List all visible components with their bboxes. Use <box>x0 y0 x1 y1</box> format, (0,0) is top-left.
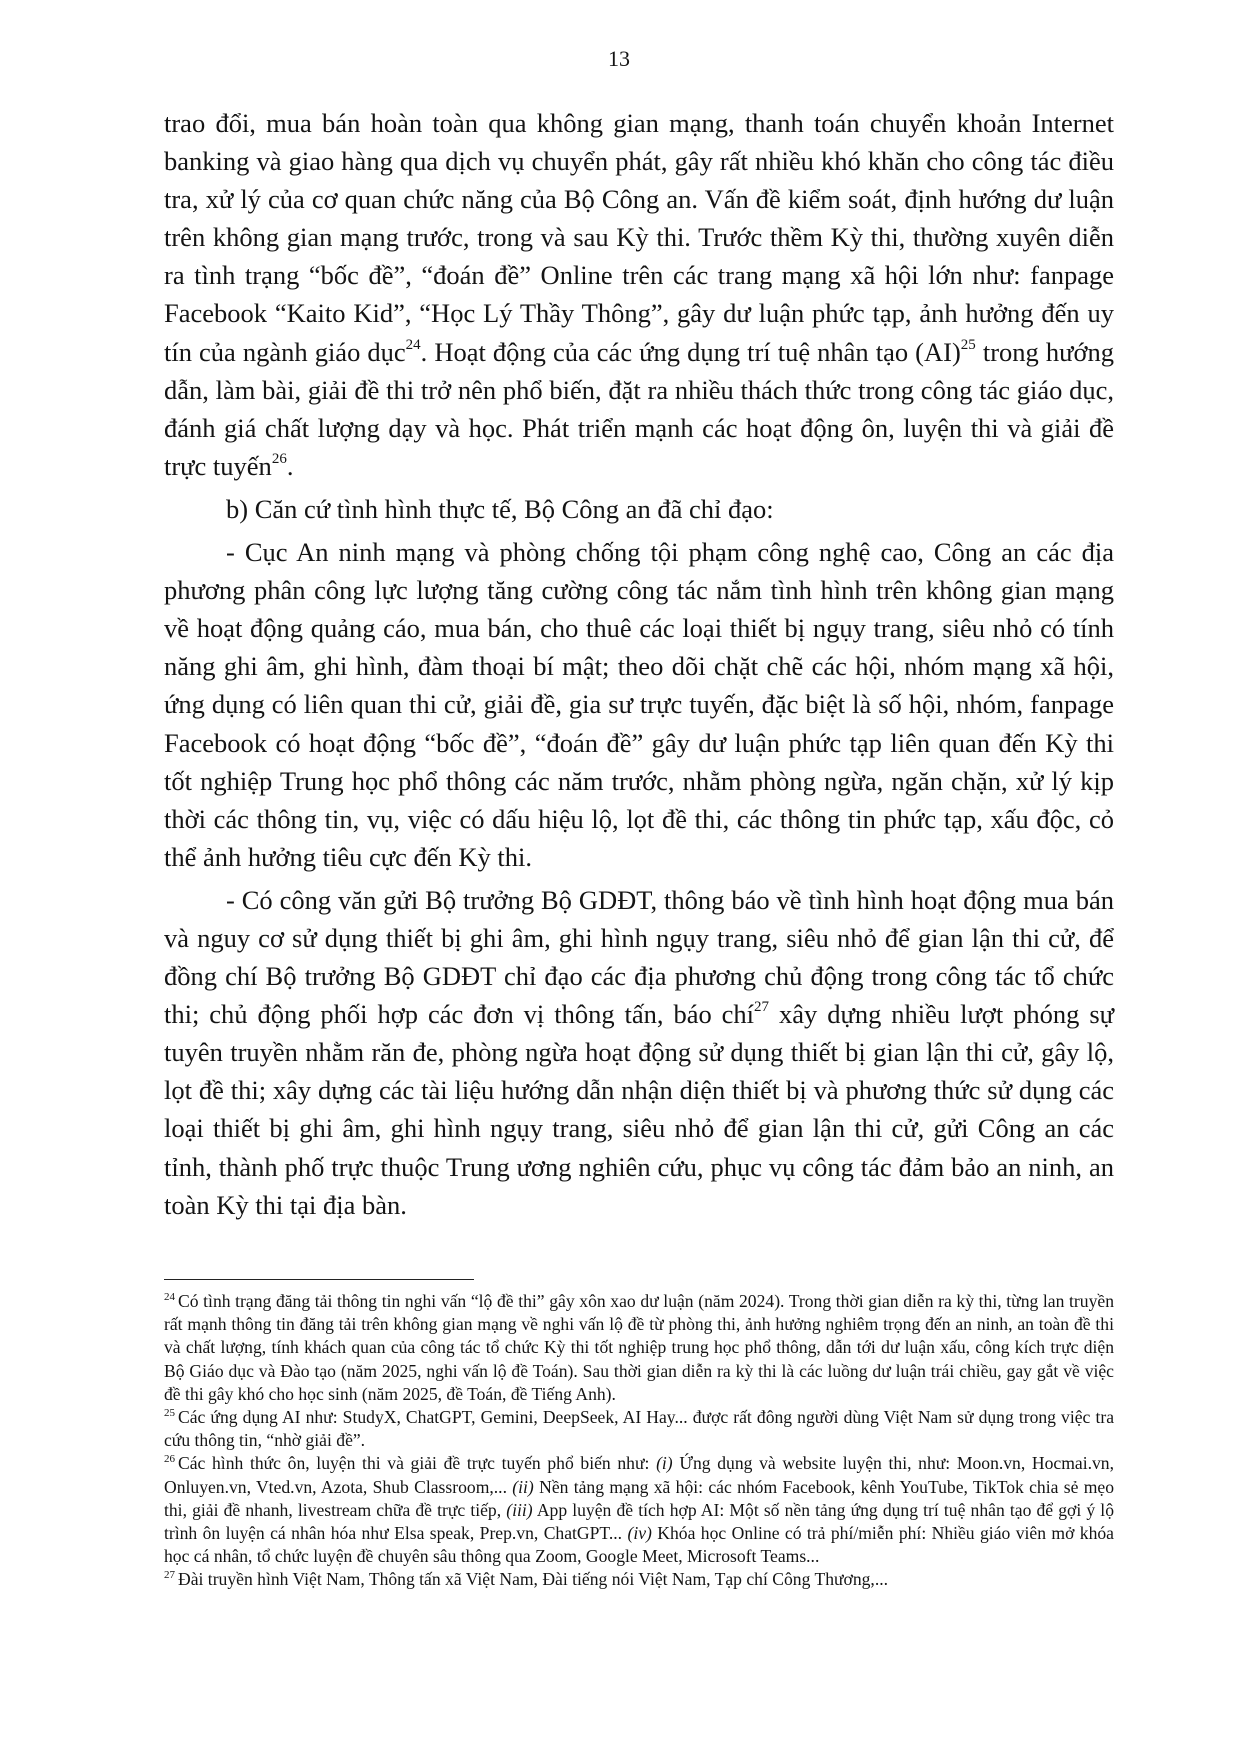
footnote-mark: 27 <box>164 1569 175 1582</box>
footnote-25 <box>164 1406 1114 1452</box>
paragraph-text: . Hoạt động của các ứng dụng trí tuệ nhân tạo (AI) <box>420 336 961 367</box>
footnote-text: Khóa học Online có trả phí/miễn phí: Nhiều giáo viên mở khóa học cá nhân, tổ chức luyện đề chuyên sâu thông qua Zoom, Google Meet, Microsoft Teams... <box>164 1523 1114 1567</box>
paragraph-continuation <box>164 104 1114 485</box>
footnotes <box>164 1290 1114 1592</box>
footnote-enum: (iv) <box>627 1523 652 1544</box>
footnote-text: Có tình trạng đăng tải thông tin nghi vấn “lộ đề thi” gây xôn xao dư luận (năm 2024). Trong thời gian diễn ra kỳ thi, từng lan truyền rất mạnh thông tin đăng tải trên không gian mạng về nghi vấn lộ đề từ phòng thi, ảnh hưởng nghiêm trọng đến an ninh, an toàn đề thi và chất lượng, tính khách quan của công tác tổ chức Kỳ thi tốt nghiệp trung học phổ thông, dẫn tới dư luận xấu, công kích trực diện Bộ Giáo dục và Đào tạo (năm 2025, nghi vấn lộ đề Toán). Sau thời gian diễn ra kỳ thi là các luồng dư luận trái chiều, gay gắt về việc đề thi gây khó cho học sinh (năm 2025, đề Toán, đề Tiếng Anh). <box>164 1291 1114 1404</box>
footnote-ref-26[interactable]: 26 <box>271 450 287 467</box>
footnote-enum: (iii) <box>506 1499 533 1520</box>
footnote-mark: 26 <box>164 1453 175 1466</box>
footnote-mark: 25 <box>164 1407 175 1420</box>
paragraph-text: . <box>286 450 294 481</box>
footnote-text: Ứng dụng và website luyện thi, như: Moon.vn, Hocmai.vn, Onluyen.vn, Vted.vn, Azota, Shub Classroom,... <box>164 1453 1114 1497</box>
footnote-ref-24[interactable]: 24 <box>405 336 421 353</box>
footnote-26 <box>164 1452 1114 1568</box>
paragraph-text: trao đổi, mua bán hoàn toàn qua không gian mạng, thanh toán chuyển khoản Internet banking và giao hàng qua dịch vụ chuyển phát, gây rất nhiều khó khăn cho công tác điều tra, xử lý của cơ quan chức năng của Bộ Công an. Vấn đề kiểm soát, định hướng dư luận trên không gian mạng trước, trong và sau Kỳ thi. Trước thềm Kỳ thi, thường xuyên diễn ra tình trạng “bốc đề”, “đoán đề” Online trên các trang mạng xã hội lớn như: fanpage Facebook “Kaito Kid”, “Học Lý Thầy Thông”, gây dư luận phức tạp, ảnh hưởng đến uy tín của ngành giáo dục <box>164 108 1114 367</box>
footnote-text: Đài truyền hình Việt Nam, Thông tấn xã Việt Nam, Đài tiếng nói Việt Nam, Tạp chí Công Thương,... <box>178 1569 889 1590</box>
paragraph-official-letter <box>164 881 1114 1224</box>
paragraph-text: xây dựng nhiều lượt phóng sự tuyên truyền nhằm răn đe, phòng ngừa hoạt động sử dụng thiết bị gian lận thi cử, gây lộ, lọt đề thi; xây dựng các tài liệu hướng dẫn nhận diện thiết bị và phương thức sử dụng các loại thiết bị ghi âm, ghi hình ngụy trang, siêu nhỏ để gian lận thi cử, gửi Công an các tỉnh, thành phố trực thuộc Trung ương nghiên cứu, phục vụ công tác đảm bảo an ninh, an toàn Kỳ thi tại địa bàn. <box>164 999 1114 1220</box>
footnote-enum: (ii) <box>512 1476 534 1497</box>
footnote-enum: (i) <box>656 1453 673 1474</box>
footnote-ref-27[interactable]: 27 <box>754 999 770 1016</box>
body-text <box>164 104 1114 1229</box>
paragraph-directive-heading: b) Căn cứ tình hình thực tế, Bộ Công an đã chỉ đạo: <box>226 493 774 524</box>
footnote-text: Nền tảng mạng xã hội: các nhóm Facebook, kênh YouTube, TikTok chia sẻ mẹo thi, giải đề nhanh, livestream chữa đề trực tiếp, <box>164 1476 1115 1520</box>
footnote-text: Các hình thức ôn, luyện thi và giải đề trực tuyến phổ biến như: <box>178 1453 657 1474</box>
footnote-text: App luyện đề tích hợp AI: Một số nền tảng ứng dụng trí tuệ nhân tạo để gợi ý lộ trình ôn luyện cá nhân hóa như Elsa speak, Prep.vn, ChatGPT... <box>164 1499 1114 1544</box>
footnote-ref-25[interactable]: 25 <box>960 336 976 353</box>
footnote-separator <box>164 1279 474 1280</box>
page-number: 13 <box>608 46 630 71</box>
footnote-24 <box>164 1290 1114 1406</box>
footnote-mark: 24 <box>164 1291 175 1303</box>
paragraph-text: - Có công văn gửi Bộ trưởng Bộ GDĐT, thông báo về tình hình hoạt động mua bán và nguy cơ sử dụng thiết bị ghi âm, ghi hình ngụy trang, siêu nhỏ để gian lận thi cử, để đồng chí Bộ trưởng Bộ GDĐT chỉ đạo các địa phương chủ động trong công tác tổ chức thi; chủ động phối hợp các đơn vị thông tấn, báo chí <box>164 884 1114 1030</box>
footnote-text: Các ứng dụng AI như: StudyX, ChatGPT, Gemini, DeepSeek, AI Hay... được rất đông người dùng Việt Nam sử dụng trong việc tra cứu thông tin, “nhờ giải đề”. <box>164 1407 1114 1451</box>
paragraph-cyber-security-dept: - Cục An ninh mạng và phòng chống tội phạm công nghệ cao, Công an các địa phương phân công lực lượng tăng cường công tác nắm tình hình trên không gian mạng về hoạt động quảng cáo, mua bán, cho thuê các loại thiết bị ngụy trang, siêu nhỏ có tính năng ghi âm, ghi hình, đàm thoại bí mật; theo dõi chặt chẽ các hội, nhóm mạng xã hội, ứng dụng có liên quan thi cử, giải đề, gia sư trực tuyến, đặc biệt là số hội, nhóm, fanpage Facebook có hoạt động “bốc đề”, “đoán đề” gây dư luận phức tạp liên quan đến Kỳ thi tốt nghiệp Trung học phổ thông các năm trước, nhằm phòng ngừa, ngăn chặn, xử lý kịp thời các thông tin, vụ, việc có dấu hiệu lộ, lọt đề thi, các thông tin phức tạp, xấu độc, cỏ thể ảnh hưởng tiêu cực đến Kỳ thi. <box>164 537 1114 872</box>
paragraph-text: trong hướng dẫn, làm bài, giải đề thi trở nên phổ biến, đặt ra nhiều thách thức trong công tác giáo dục, đánh giá chất lượng dạy và học. Phát triển mạnh các hoạt động ôn, luyện thi và giải đề trực tuyến <box>164 336 1114 481</box>
footnote-27 <box>164 1568 1114 1591</box>
